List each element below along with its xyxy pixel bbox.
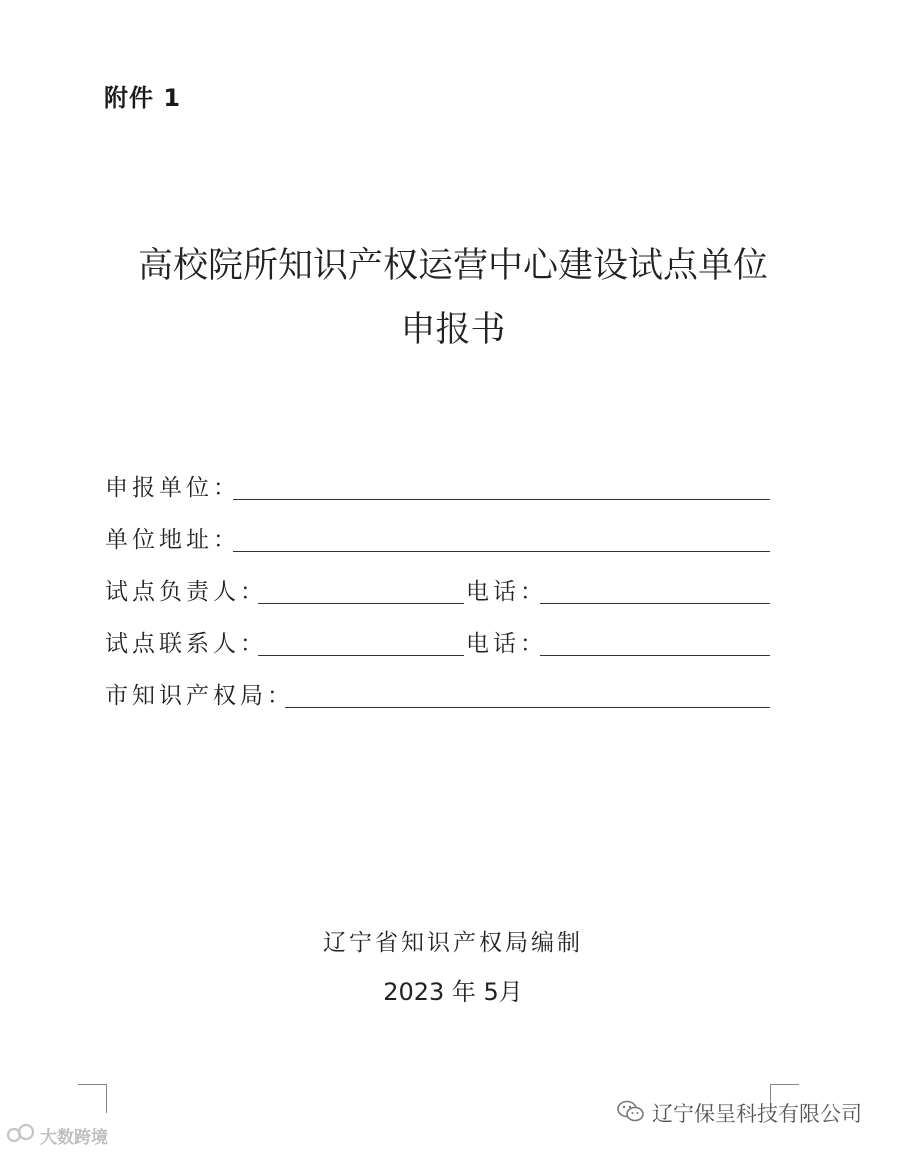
leader-phone-field-line[interactable] <box>540 603 770 604</box>
contact-phone-field-line[interactable] <box>540 655 770 656</box>
contact-label: 试点联系人： <box>105 631 267 657</box>
issuer-text: 辽宁省知识产权局编制 <box>323 930 583 956</box>
unit-label: 申报单位： <box>105 475 240 501</box>
city-ip-office-field-line[interactable] <box>285 707 770 708</box>
wechat-icon <box>616 1099 646 1128</box>
watermark-left-text: 大数跨境 <box>40 1128 108 1148</box>
page-corner-mark-left <box>78 1084 107 1113</box>
contact-phone-label: 电话： <box>466 631 547 657</box>
watermark-logo-icon <box>6 1122 36 1149</box>
address-field-line[interactable] <box>233 551 770 552</box>
leader-label: 试点负责人： <box>105 579 267 605</box>
leader-phone-label: 电话： <box>466 579 547 605</box>
address-label: 单位地址： <box>105 527 240 553</box>
attachment-label: 附件 1 <box>104 84 182 112</box>
leader-field-line[interactable] <box>258 603 464 604</box>
watermark-right-text: 辽宁保呈科技有限公司 <box>652 1102 862 1126</box>
document-title-line-1: 高校院所知识产权运营中心建设试点单位 <box>137 246 768 286</box>
contact-field-line[interactable] <box>258 655 464 656</box>
unit-field-line[interactable] <box>233 499 770 500</box>
watermark-right <box>616 1098 862 1128</box>
issue-date: 2023 年 5月 <box>383 978 523 1006</box>
watermark-left <box>6 1122 108 1149</box>
city-ip-office-label: 市知识产权局： <box>105 683 294 709</box>
document-title-line-2: 申报书 <box>400 310 506 350</box>
